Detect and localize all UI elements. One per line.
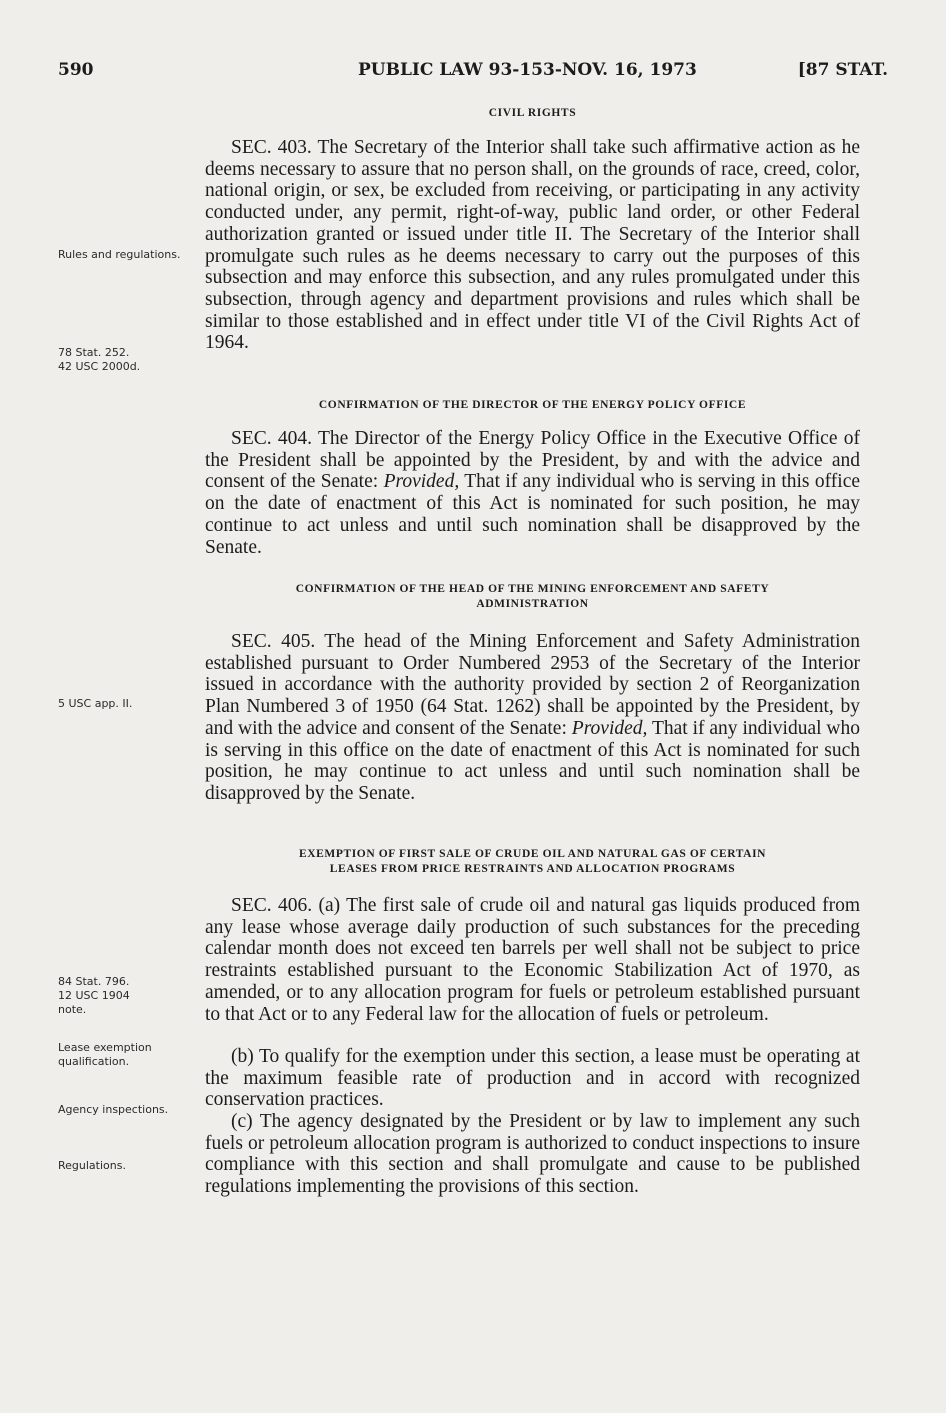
- section-403-text: The Secretary of the Interior shall take such affirmative action as he deems necessary to assure that no person shall, on the grounds of race, creed, color, national origin, or sex, be excluded from receiving, or participating in any activity conducted under, any permit, right-of-way, public land order, or other Federal authorization granted or issued under title II. The Secretary of the Interior shall promulgate such rules as he deems necessary to carry out the purposes of this subsection and may enforce this subsection, and any rules promulgated under this subsection, through agency and department provisions and rules which shall be similar to those established and in effect under title VI of the Civil Rights Act of 1964.: [205, 137, 860, 354]
- proviso: Provided,: [383, 471, 460, 493]
- running-header: [58, 60, 888, 84]
- margin-note-regulations: Regulations.: [58, 1159, 126, 1172]
- section-405: [205, 631, 860, 805]
- margin-note-rules: Rules and regulations.: [58, 248, 181, 261]
- section-404: [205, 428, 860, 558]
- margin-note-line: 12 USC 1904: [58, 989, 130, 1002]
- section-406-a: [205, 895, 860, 1025]
- page-number: 590: [58, 60, 94, 80]
- heading-exemption-first-sale: [205, 847, 860, 877]
- heading-energy-policy-office: CONFIRMATION OF THE DIRECTOR OF THE ENERGY POLICY OFFICE: [318, 399, 747, 411]
- statute-volume: [87 STAT.: [797, 60, 888, 80]
- heading-mining-enforcement: [205, 582, 860, 612]
- heading-civil-rights: CIVIL RIGHTS: [488, 107, 577, 119]
- margin-note-line: 42 USC 2000d.: [58, 360, 141, 373]
- margin-note-line: 84 Stat. 796.: [58, 975, 130, 988]
- proviso: Provided,: [571, 717, 648, 739]
- margin-note-stabilization-act: [58, 975, 198, 1017]
- heading-line: LEASES FROM PRICE RESTRAINTS AND ALLOCATION PROGRAMS: [329, 863, 736, 875]
- section-number: SEC. 403.: [231, 137, 312, 158]
- section-403: [205, 137, 860, 354]
- section-405-text-cont: That if any individual who is serving in this office on the date of enactment of this Act is nominated for such position, he may continue to act unless and until such nomination shall be disapproved by the Senate.: [205, 717, 861, 804]
- section-404-text-cont: That if any individual who is serving in this office on the date of enactment of this Act is nominated for such position, he may continue to act unless and until such nomination shall be disapproved by the Senate.: [205, 471, 861, 558]
- section-405-text: The head of the Mining Enforcement and Safety Administration established pursuant to Order Numbered 2953 of the Secretary of the Interior issued in accordance with the authority provided by section 2 of Reorganization Plan Numbered 3 of 1950 (64 Stat. 1262) shall be appointed by the President, by and with the advice and consent of the Senate:: [205, 631, 860, 739]
- margin-note-line: note.: [58, 1003, 87, 1016]
- heading-line: ADMINISTRATION: [476, 598, 589, 610]
- margin-note-lease-exemption: Lease exemption qualification.: [58, 1041, 152, 1068]
- section-number: SEC. 405.: [231, 631, 316, 652]
- section-406-b: (b) To qualify for the exemption under this section, a lease must be operating at the maximum feasible rate of production and in accord with recognized conservation practices.: [205, 1046, 860, 1111]
- section-406-c: (c) The agency designated by the President or by law to implement any such fuels or petroleum allocation program is authorized to conduct inspections to insure compliance with this section and shall promulgate and cause to be published regulations implementing the provisions of this section.: [205, 1111, 860, 1198]
- heading-line: EXEMPTION OF FIRST SALE OF CRUDE OIL AND NATURAL GAS OF CERTAIN: [298, 848, 767, 860]
- law-title: PUBLIC LAW 93-153-NOV. 16, 1973: [358, 60, 697, 80]
- section-number: SEC. 404.: [231, 428, 313, 449]
- margin-note-agency-inspections: Agency inspections.: [58, 1103, 169, 1116]
- margin-note-line: 78 Stat. 252.: [58, 346, 130, 359]
- section-number: SEC. 406.: [231, 895, 313, 916]
- margin-note-civil-rights-act: [58, 346, 198, 374]
- section-404-text: The Director of the Energy Policy Office in the Executive Office of the President shall be appointed by the President, by and with the advice and consent of the Senate:: [205, 428, 860, 493]
- section-406-a-text: (a) The first sale of crude oil and natural gas liquids produced from any lease whose average daily production of such substances for the preceding calendar month does not exceed ten barrels per well shall not be subject to price restraints established pursuant to the Economic Stabilization Act of 1970, as amended, or to any allocation program for fuels or petroleum established pursuant to that Act or to any Federal law for the allocation of fuels or petroleum.: [205, 895, 861, 1025]
- heading-line: CONFIRMATION OF THE HEAD OF THE MINING ENFORCEMENT AND SAFETY: [295, 583, 770, 595]
- margin-note-reorg-plan: 5 USC app. II.: [58, 697, 133, 710]
